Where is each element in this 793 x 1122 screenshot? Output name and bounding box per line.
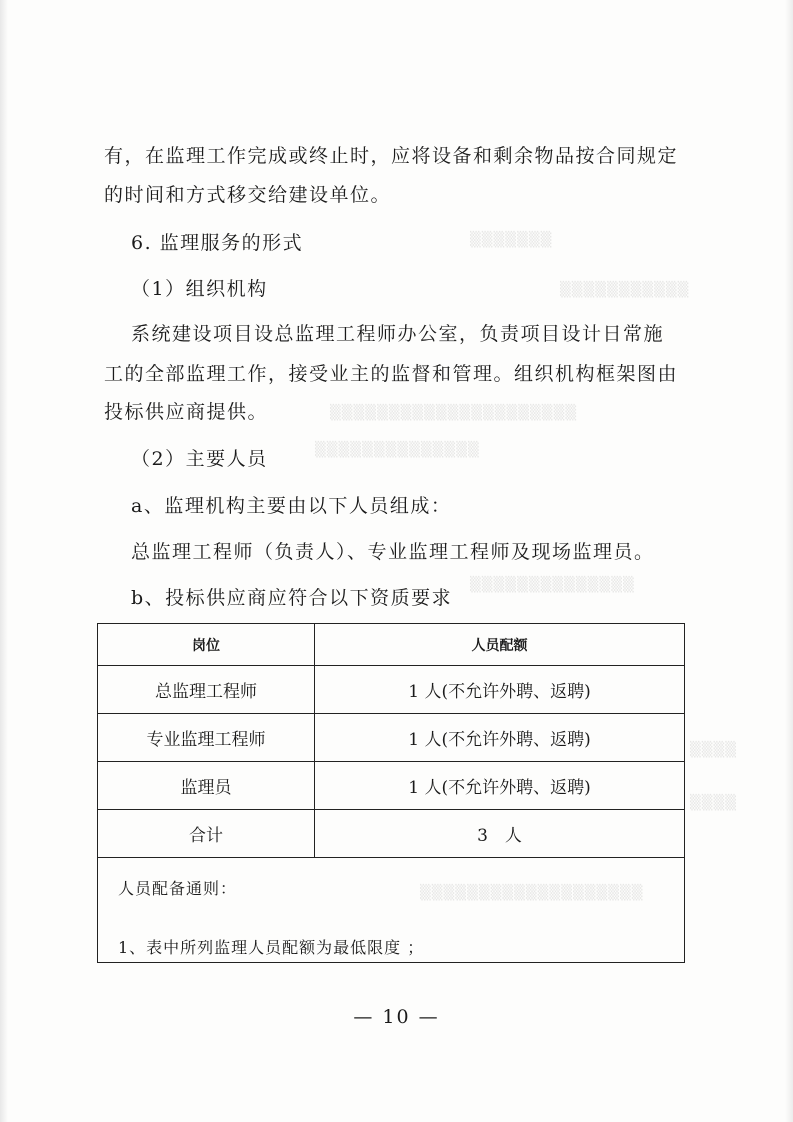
table-row <box>98 762 684 810</box>
body-line: 总监理工程师（负责人）、专业监理工程师及现场监理员。 <box>131 541 655 563</box>
body-line: 有，在监理工作完成或终止时，应将设备和剩余物品按合同规定 <box>104 145 679 167</box>
position-cell: 总监理工程师 <box>98 666 315 713</box>
total-value-cell: 3 人 <box>477 826 522 846</box>
table-header-row <box>98 624 684 666</box>
scan-shadow-right <box>785 0 793 1122</box>
table-total-row <box>98 810 684 858</box>
scan-shadow-left <box>0 0 8 1122</box>
staffing-table <box>97 623 685 963</box>
total-label-cell: 合计 <box>98 810 315 857</box>
bleed-through-mark: ▒▒▒▒▒▒▒▒▒▒▒▒▒▒ <box>470 577 635 593</box>
bleed-through-mark: ▒▒▒▒▒▒▒ <box>470 232 553 248</box>
bleed-through-mark: ▒▒▒▒▒▒▒▒▒▒▒▒▒▒ <box>315 442 480 458</box>
body-line: 系统建设项目设总监理工程师办公室，负责项目设计日常施 <box>131 323 665 345</box>
quota-cell: 1 人(不允许外聘、返聘) <box>408 682 591 702</box>
body-line: 投标供应商提供。 <box>104 401 269 423</box>
table-row <box>98 714 684 762</box>
quota-cell: 1 人(不允许外聘、返聘) <box>408 778 591 798</box>
bleed-through-mark: ▒▒▒▒▒▒▒▒▒▒▒▒▒▒▒▒▒▒▒ <box>420 885 644 901</box>
table-row <box>98 666 684 714</box>
body-line: a、监理机构主要由以下人员组成： <box>131 495 452 517</box>
subsection-heading: （1）组织机构 <box>131 278 268 300</box>
body-line: 工的全部监理工作，接受业主的监督和管理。组织机构框架图由 <box>104 363 679 385</box>
note-item: 1、表中所列监理人员配额为最低限度 ； <box>118 938 425 957</box>
section-heading: 6. 监理服务的形式 <box>131 232 304 254</box>
quota-cell: 1 人(不允许外聘、返聘) <box>408 730 591 750</box>
body-line: b、投标供应商应符合以下资质要求 <box>131 587 453 609</box>
position-cell: 专业监理工程师 <box>98 714 315 761</box>
notes-title: 人员配备通则： <box>118 879 238 898</box>
header-position: 岗位 <box>98 624 315 665</box>
bleed-through-mark: ▒▒▒▒▒▒▒▒▒▒▒ <box>560 282 690 298</box>
bleed-through-mark: ▒▒▒▒ <box>690 742 738 758</box>
bleed-through-mark: ▒▒▒▒▒▒▒▒▒▒▒▒▒▒▒▒▒▒▒▒▒ <box>330 405 578 421</box>
header-quota: 人员配额 <box>471 637 528 654</box>
page-number: — 10 — <box>353 1006 440 1028</box>
subsection-heading: （2）主要人员 <box>131 448 268 470</box>
position-cell: 监理员 <box>98 762 315 809</box>
body-line: 的时间和方式移交给建设单位。 <box>104 184 392 206</box>
bleed-through-mark: ▒▒▒▒ <box>690 795 738 811</box>
